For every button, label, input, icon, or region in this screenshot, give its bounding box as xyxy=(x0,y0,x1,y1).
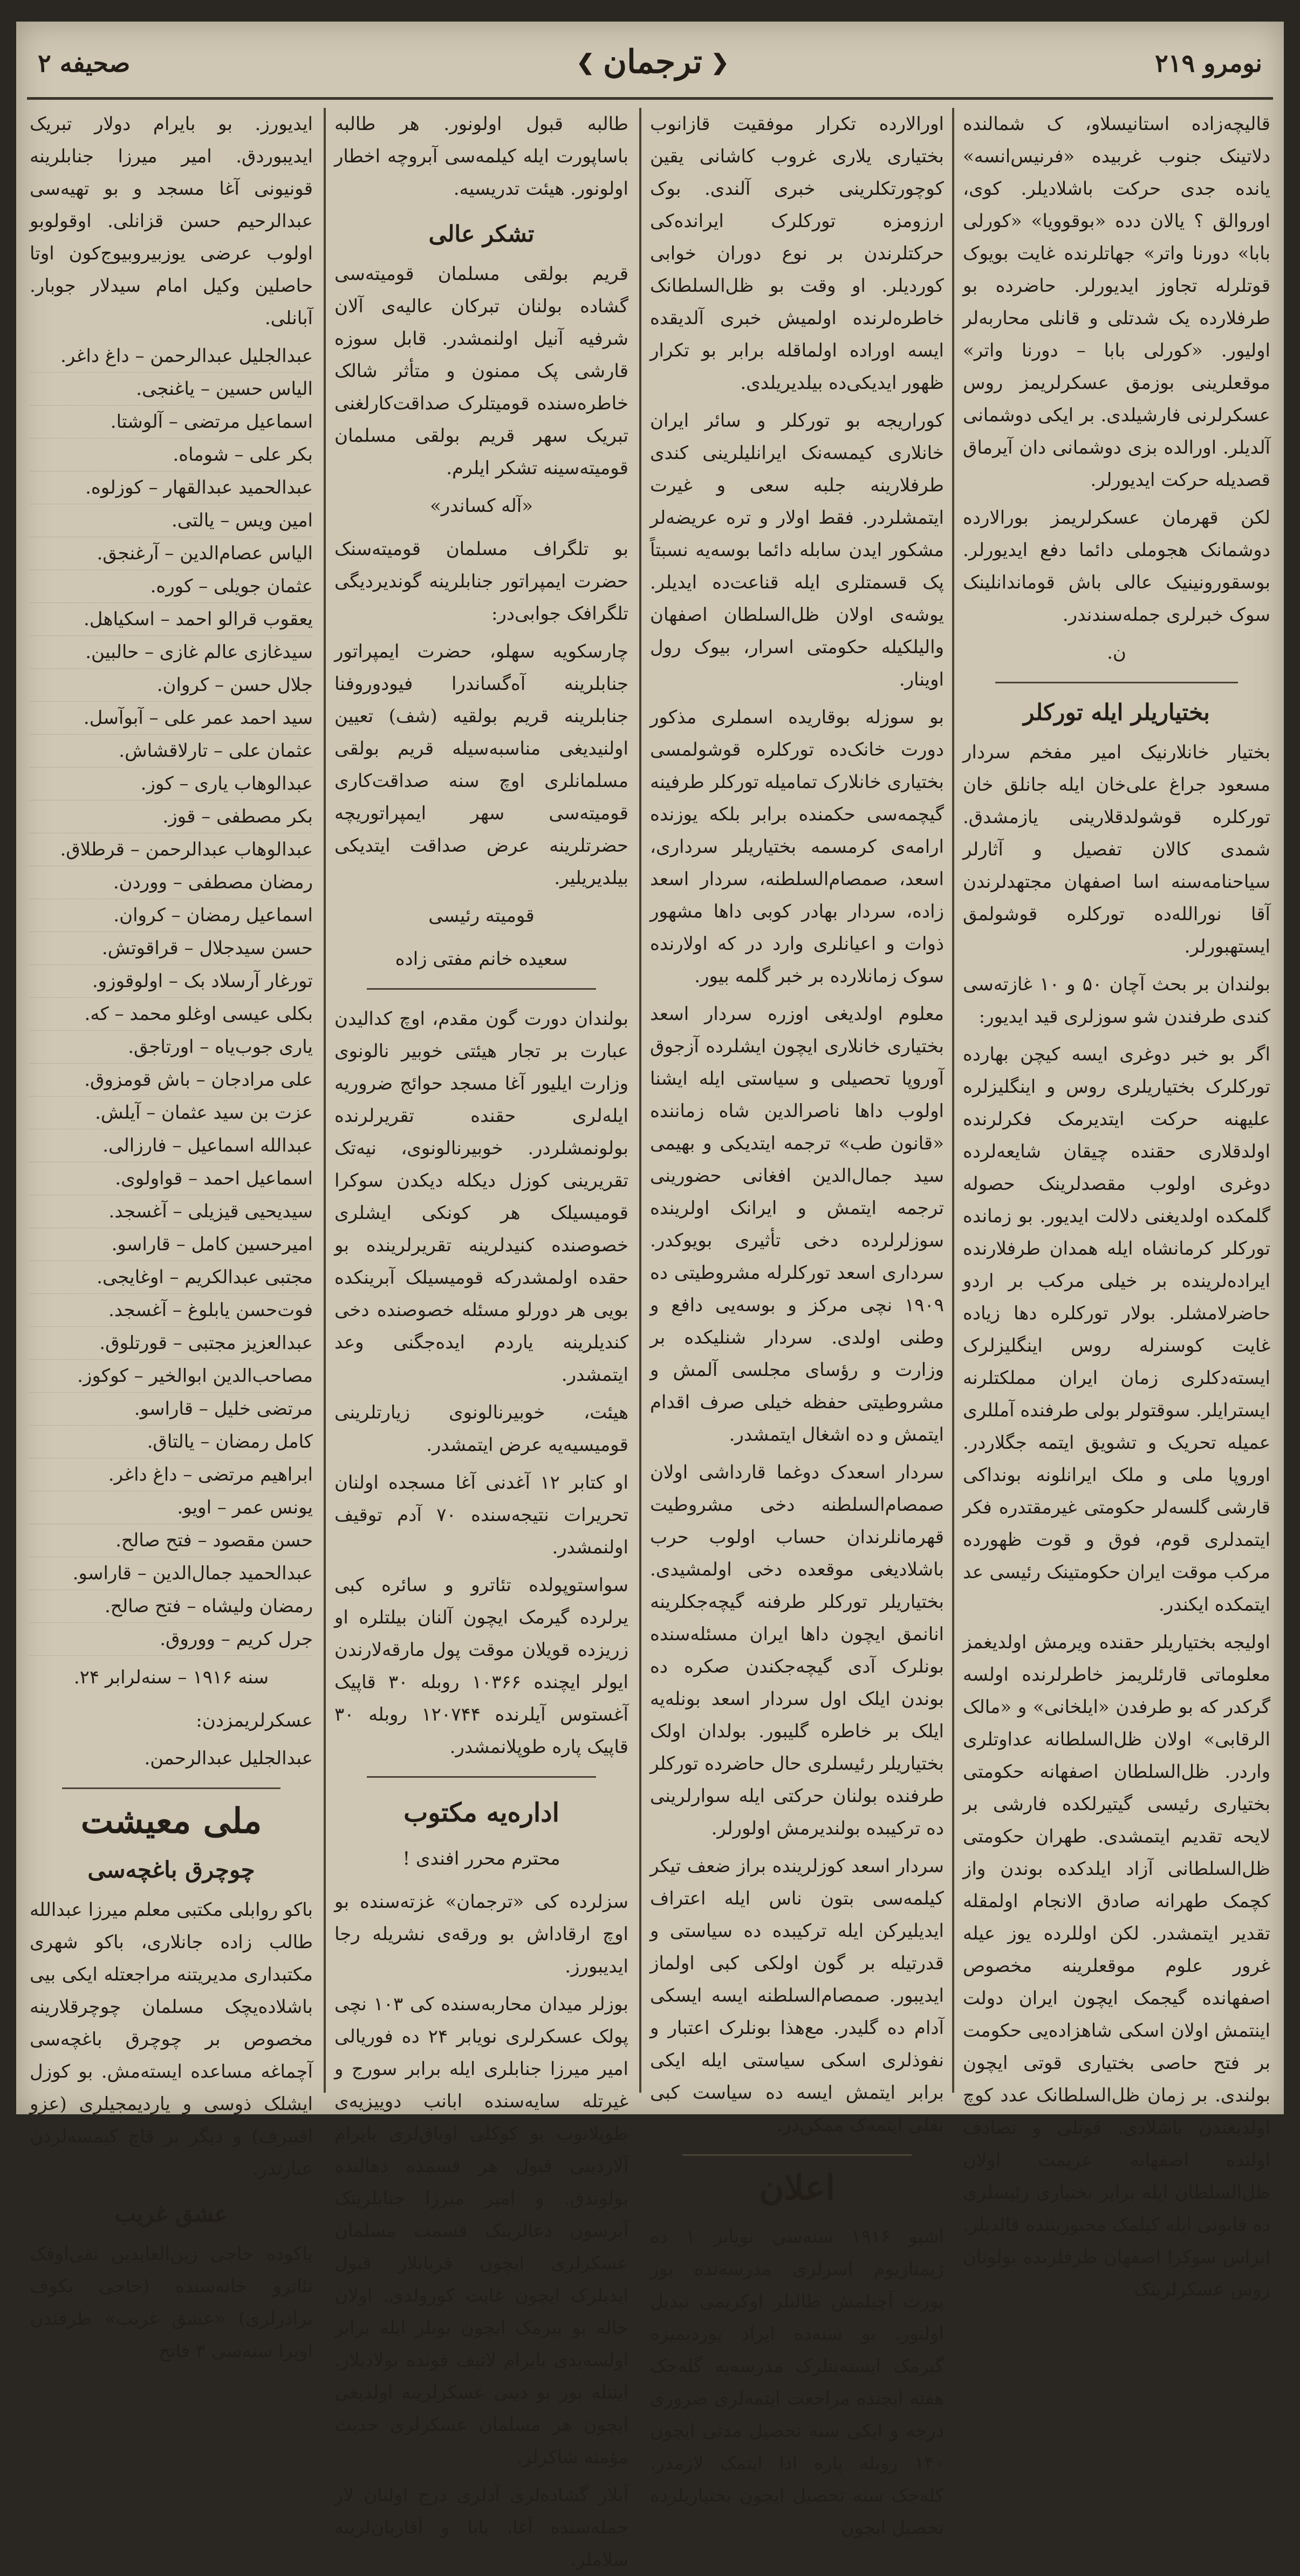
article-paragraph: ایدیورز. بو بایرام دولار تبریک ایدیبوردق. امیر میرزا جنابلرینه قونیونی آغا مسجد و بو تهیه‌سی عبدالرحیم حسن قزانلی. اوقولوبو اولوب عرضی یوزبیروبیوج‌کون اوتا حاصلین وکیل امام سیدلار جوبار. آبانلی. xyxy=(30,113,313,329)
list-item: یعقوب قرالو احمد – اسکیاهل. xyxy=(30,603,313,636)
list-item: فوت‌حسن یابلوغ – آغسجد. xyxy=(30,1294,313,1327)
article-paragraph: سواستوپولده تئاترو و سائره کبی یرلرده گیرمک ایچون آلنان بیلتلره او زریزده قویلان موقت پول مارقه‌لارندن ایولر ایچنده ۱۰۳۶۶ روبله ۳۰ قاپیک آغستوس آیلرنده ۱۲۰۷۴۴ روبله ۳۰ قاپیک پاره طوپلانمشدر. xyxy=(334,1574,628,1758)
column-2 xyxy=(650,108,944,2539)
list-item: اسماعیل مرتضی – آلوشتا. xyxy=(30,406,313,439)
article-paragraph: او کتابر ۱۲ آغدنی آغا مسجده اولنان تحریرات نتیجه‌سنده ۷۰ آدم توقیف اولنمشدر. xyxy=(334,1472,628,1558)
article-paragraph: هیئت، خوبیرنالونوی زیارتلرینی قومیسیه‌یه عرض ایتمشدر. xyxy=(334,1402,628,1456)
list-item: عبدالحمید عبدالقهار – کوزلوه. xyxy=(30,471,313,504)
masthead xyxy=(539,38,766,86)
article-paragraph: باکو روابلی مکتبی معلم میرزا عبدالله طالب زاده جانلاری، باکو شهری مکتبداری مدیریتنه مراجعتله ایکی بیی باشلاده‌یچک مسلمان چوچرقلارینه مخصوص بر چوچرق باغچه‌سی آچماغه مساعده ایسته‌مش. بو کوزل ایشلک ذوسی و یاردیمجیلری (عزو اقبیرف) و دیگر بر قاچ کیمسه‌لردن عبارتدر. xyxy=(30,1899,313,2180)
list-item: مصاحب‌الدین ابوالخیر – کوکوز. xyxy=(30,1360,313,1393)
list-item: تورغار آرسلاد بک – اولوقوزو. xyxy=(30,965,313,998)
article-paragraph: آنلار گشاده‌لری آدلری درج اولنان لار جمله‌سنده آغا، بابا و آقاربان‌لرینه سلاملر. xyxy=(334,2484,628,2571)
list-item: علی مرادجان – باش قومزوق. xyxy=(30,1064,313,1097)
article-paragraph: بو تلگراف مسلمان قومیته‌سنک حضرت ایمپراتور جنابلرینه گوندیردیگی تلگرافک جوابی‌در: xyxy=(334,538,628,625)
column-rule xyxy=(639,108,641,2093)
list-item: ابراهیم مرتضی – داغ داغر. xyxy=(30,1458,313,1491)
divider xyxy=(367,988,596,990)
subsection-heading: عشق غریب xyxy=(114,2201,228,2227)
announcement-heading: اعلان xyxy=(758,2168,836,2208)
article-paragraph: چارسکویه سهلو، حضرت ایمپراتور جنابلرینه آه‌گساندرا فیودوروفنا جنابلرینه قریم بولقیه (شف) تعیین اولنیدیغی مناسبه‌سیله قریم بولقی مسلمانلری اوچ سنه صداقت‌کاری قومیته‌سی سهر ایمپراتوریچه حضرتلرینه عرض صداقت ایتدیکی بیلدیریلیر. xyxy=(334,641,628,889)
article-paragraph: قریم بولقی مسلمان قومیته‌سی گشاده بولنان تبرکان عالیه‌ی آلان شرفیه آنیل اولنمشدر. قابل سوزه قارشی پک ممنون و متأثر شالک خاطره‌سنده قومیتلرک صداقت‌کارلغنی تبریک سهر قریم بولقی مسلمان قومیته‌سینه تشکر ایلرم. xyxy=(334,263,628,479)
article-paragraph: قالیچه‌زاده استانیسلاو، ک شمالنده دلاتینک جنوب غربیده «فرنیس‌انسه» یانده جدی حرکت باشلادیلر. کوی، اوروالق ؟ یالان دده «بوقوویا» «کورلی بابا» دورنا واتر» جهاتلرنده غایت بویوک قوتلرله تجاوز ایدیورلر. حاضرده بو طرفلارده یک شدتلی و قانلی محاربه‌لر اولیور. «کورلی بابا – دورنا واتر» موقعلرینی بوزمق عسکرلریمز روس عسکرلرنی فارشیلدی. بر ایکی دوشمانی آلدیلر. اورالده بزی دوشمانی دان آیرماق قصدیله حرکت ایدیورلر. xyxy=(963,113,1270,491)
article-paragraph: لکن قهرمان عسکرلریمز بورالارده دوشمانک هجوملی دائما دفع ایدیورلر. بوسقورونینیک عالی باش قوماندانلینک سوک خبرلری جمله‌سندندر. xyxy=(963,507,1270,626)
soldier-name-list xyxy=(30,340,313,1656)
list-item: بکر مصطفی – قوز. xyxy=(30,800,313,833)
article-paragraph: سردار اسعدک دوغما قارداشی اولان صمصام‌السلطنه دخی مشروطیت قهرمانلرندان حساب اولوب حرب باشلادیغی موقعده دخی اولمشیدی. بختیاریلر تورکلر طرفنه گیچه‌جکلرینه انانمق ایچون داها ایران مسئله‌سنده بونلرک آدی گیچه‌جکندن صکره ده بوندن ایلک اول سردار اسعد بونله‌یه ایلک بر خاطره گلیبور. بولدان اولک بختیاریلر رئیسلری حال حاضرده تورکلر طرفنده بولنان حرکتی ایله سوارلرینی ده ترکیبده بولندیرمش اولورلر. xyxy=(650,1462,944,1839)
section-heading: بختیاریلر ایله تورکلر xyxy=(1023,699,1210,725)
section-heading: تشکر عالی xyxy=(428,221,535,247)
column-4 xyxy=(30,108,313,2362)
divider xyxy=(682,2154,912,2156)
article-paragraph: اشبو ۱۹۱۶ سنه‌سی نویابر ۱ ده ژیمنازیوم اسرلری مدرسه‌نده بوز پورت آچیلمش طالبلر اوکریمی تبدیل اولنور. بو سنه‌ده ایراد یوردیمیزه گیرمک ایسته‌ینلرک مدرسه‌یه گله‌جک هفته ایچنده مراجعت ایتمه‌لری ضروری درجه و ایکی سنه تحصیل مدتی ایچون ۱۴۰ روبله پاره ادا ایتمک لازمدر. کله‌جک سنه تحصیل ایچون بختیاریلرده تحصیل ایچون xyxy=(650,2226,944,2539)
newspaper-page xyxy=(16,22,1284,2571)
list-item: حسن سیدجلال – قراقوتش. xyxy=(30,932,313,965)
list-item: مرتضی خلیل – قاراسو. xyxy=(30,1393,313,1426)
list-item: امیرحسین کامل – قاراسو. xyxy=(30,1228,313,1261)
article-paragraph: اولیجه بختیاریلر حقنده ویرمش اولدیغمز معلوماتی قارئلریمز خاطرلرنده اولسه گرکدر که بو طرفدن «ایلخانی» و «مالک الرقابی» اولان ظل‌السلطانه عداوتلری واردر. ظل‌السلطان اصفهانه حکومتی بختیاری رئیسی گیتیرلکده فارشی بر لایحه تقدیم ایتمشدی. طهران حکومتی ظل‌السلطانی آزاد ایلدکده بوندن واز کچمک طهرانه صادق الانجام اولمقله تقدیر ایتمشدر. لکن اوللرده یوز عیله غرور علوم موقعلرینه مخصوص اصفهانده گیجمک ایچون ایران دولت اینتمش اولان اسکی شاهزاده‌یی حکومت بر فتح حاصی بختیاری قوتی ایچون بولندی. بر زمان ظل‌السلطانک عدد کوچ اولدیغندن باشلادی. قوتلی و تصادف اولنده اصفهانه عزیمت اولان ظل‌السلطان ایله برابر بختیاری رئیسلری ده قانونی ایله کیلمک مجبوریتنده قالدیلر. ایراس سوکرا اصفهان طرفلرنده بولونان روس عسکرلرینک xyxy=(963,1632,1270,2300)
column-3 xyxy=(334,108,628,2571)
list-item: رمضان مصطفی – ووردن. xyxy=(30,866,313,899)
article-paragraph: بوزلر میدان محاربه‌سنده کی ۱۰۳ نچی پولک عسکرلری نویابر ۲۴ ده فوریالی امیر میرزا جنابلری ایله برابر سورج و غیرتله سایه‌سنده ابانب دوییزیه‌ی طوپلانوب بو کوکلی اوباق‌لری بایرام آلازدینی قبول هر قسمده دها‌لنده بولوندق. و امیر میرزا جنابلرینک آبرسون دعالرینک قسمت مسلمان عسکرلری ایچون قربانلار قبول ایدیلرک ایچون غایت کورولدی. اولان حاله بو بیرمک ایچون بونلر ایله برابر اولسه‌یدی بایرام لاتیف قونده بولادیلار. اینتله بوز بو دینی عسکرلرینه اولدیغی ایچون هر مسلمان عسکرلری حدیث مؤمنه شاکرلر. xyxy=(334,1993,628,2468)
letter-salutation: محترم محرر افندی ! xyxy=(402,1848,560,1869)
article-paragraph: باکوده حاجی زین‌العابدین تقی‌اوفک تئاترو خانه‌سنده (حاجی بکوف برادرلری) «عشق غریب» طرفندن اوپرا سنه‌سی ۳ فاتح xyxy=(30,2243,313,2362)
list-item: اسماعیل رمضان – کروان. xyxy=(30,899,313,932)
list-item: مجتبی عبدالکریم – اوغایجی. xyxy=(30,1261,313,1294)
list-item: الیاس حسین – یاغنجی. xyxy=(30,373,313,406)
article-paragraph: اورالارده تکرار موفقیت قازانوب بختیاری یلاری غروب کاشانی یقین کوچورتکلرینی خبری آلندی. بوک ارزومزه تورکلرک ایرانده‌کی حرکتلرندن بر نوع دوران خوابی کوردیلر. او وقت بو ظل‌السلطانک خاطره‌لرنده اولمیش خبری آلدیقده ایسه اوراده اولماقله برابر بو تکرار ظهور ایدیکی‌ده بیلدیریلدی. xyxy=(650,113,944,394)
masthead-title: ترجمان xyxy=(603,43,702,81)
column-rule xyxy=(952,108,954,2093)
list-item: الیاس عصام‌الدین – آرغنجق. xyxy=(30,537,313,570)
divider xyxy=(367,1776,596,1778)
list-item: رمضان ولیشاه – فتح صالح. xyxy=(30,1590,313,1623)
article-paragraph: طالبه قبول اولونور. هر طالبه باساپورت ایله کیلمه‌سی آبروچه اخطار اولونور. هیئت تدریسیه. xyxy=(334,113,628,200)
list-item: عبدالله اسماعیل – فارزالی. xyxy=(30,1129,313,1162)
signer-name: عبدالجلیل عبدالرحمن. xyxy=(144,1748,313,1769)
list-item: عثمان جویلی – کوره. xyxy=(30,570,313,603)
article-paragraph: سردار اسعد کوزلرینده براز ضعف تیکر کیلمه‌سی بتون ناس ایله اعتراف ایدیلیرکن ایله ترکیبده ده سیاستی و قدرتیله بر گون اولکی کبی اولماز ایدیبور. صمصام‌السلطنه ایسه ایسکی آدام ده گلیدر. مع‌هذا بونلرک اعتبار و نفوذلری اسکی سیاستی ایله ایکی برابر ایتمش ایسه ده سیاست کبی نفلی ایتمه‌ک ممکن‌در. xyxy=(650,1855,944,2136)
ornament-right-icon: ❯ xyxy=(710,49,729,75)
signer-label: عسکرلریمزدن: xyxy=(196,1710,313,1731)
list-item: امین ویس – یالتی. xyxy=(30,504,313,537)
list-item: جلال حسن – کروان. xyxy=(30,669,313,702)
article-signature: ن. xyxy=(1107,642,1126,663)
article-paragraph: بولندان بر بحث آچان ۵۰ و ۱۰ غازته‌سی کندی طرفندن شو سوزلری قید ایدیور: xyxy=(963,974,1270,1027)
list-item: یونس عمر – اویو. xyxy=(30,1491,313,1524)
article-paragraph: بولندان دورت گون مقدم، اوچ کدالیدن عبارت بر تجار هیئتی خوبیر نالونوی وزارت ایلیور آغا مسجد حوائج ضروریه ایله‌لری حقنده تقریرلرنده بولونمشلردر. خوبیرنالونوی، نیه‌تک تقریرینی کوزل دیکله دیکدن سوکرا قومیسیلک هر کونکی ایشلری خصوصنده کنیدلرینه تقریرلرینده بو حقده اولمشدرکه قومیسیلک آبرینکده بویی هر دورلو مسئله خصوصنده دخی کندیلرینه یاردم ایده‌جگنی وعد ایتمشدر. xyxy=(334,1008,628,1386)
page-label: صحیفه ۲ xyxy=(38,49,131,78)
signer-name: سعیده خانم مفتی زاده xyxy=(395,948,568,970)
article-paragraph: اگر بو خبر دوغری ایسه کیچن بهارده تورکلرک بختیاریلری روس و اینگلیزلره علیهنه حرکت ایتدیرمک فکرلرنده اولدقلاری حقنده چیقان شایعه‌لرده دوغری اولوب مقصدلرینک حصوله گلمکده اولدیغنی دلالت ایدیور. بو زمانده تورکلر کرمانشاه ایله همدان طرفلارنده ایراده‌لرینده بر خیلی مرکب بر اردو حاضرلامشلر. بولار تورکلره دها زیاده غایت کوسنرله روس اینگلیزلرک ایسته‌دکلری زمان ایران مملکتلرنه ایسترایلر. سوقتولر بولی طرفنده آمللری عمیله تحریک و تشویق ایتمه جگلاردر. اوروپا ملی و ملک ایرانلونه بونداکی قارشی گلسه‌لر حکومتی غیرمقتدره فکر ایتمدلری قوم، فوق و قوت ظهورده مرکب موقت ایران حکومتینک رئیسی عد ایتمکده ایکندر. xyxy=(963,1044,1270,1615)
column-1 xyxy=(963,108,1270,2300)
list-item: حسن مقصود – فتح صالح. xyxy=(30,1524,313,1557)
list-item: جرل کریم – ووروق. xyxy=(30,1623,313,1656)
page-header xyxy=(27,32,1273,100)
list-item: عزت بن سید عثمان – آیلش. xyxy=(30,1097,313,1129)
list-item: عبدالوهاب عبدالرحمن – قرطلاق. xyxy=(30,833,313,866)
section-heading: اداره‌یه مکتوب xyxy=(403,1798,559,1828)
list-item: عثمان علی – تارلاقشاش. xyxy=(30,735,313,768)
section-heading: ملی معیشت xyxy=(80,1801,262,1841)
issue-number: نومرو ۲۱۹ xyxy=(1155,49,1262,78)
list-item: بکر علی – شوماه. xyxy=(30,439,313,471)
list-item: عبدالحمید جمال‌الدین – قاراسو. xyxy=(30,1557,313,1590)
list-item: یاری جوب‌یاه – اورتاجق. xyxy=(30,1031,313,1064)
article-paragraph: معلوم اولدیغی اوزره سردار اسعد بختیاری خانلاری ایچون ایشلرده آزجوق آوروپا تحصیلی و سیاستی ایله ایشنا اولوب داها ناصرالدین شاه زماننده «قانون طب» ترجمه ایتدیکی و بهیمی سید جمال‌الدین افغانی حضورینی ترجمه ایتمش و ایرانک اولرینده سوزلرلرده دخی تأثیری بویوکدر. سرداری اسعد تورکلرله مشروطیتی ده ۱۹۰۹ نچی مرکز و بوسه‌یی دافع و وطنی اولدی. سردار شنلیکده بر وزارت و رؤسای مجلسی آلمش و مشروطیتی حفظه خیلی صرف اقدام ایتمش و ده اشغال ایتمشدر. xyxy=(650,1003,944,1445)
divider xyxy=(995,682,1238,683)
column-rule xyxy=(324,108,326,2093)
article-paragraph: بو سوزله بوقاریده اسملری مذکور دورت خانک‌ده تورکلره قوشولمسی بختیاری خانلارک تمامیله تورکلر طرفینه گیچمه‌سی حکمنده برابر بلکه یوزنده ارامه‌ی کرمسمه بختیاریلر سرداری، اسعد، صمصام‌السلطنه، سردار اسعد زاده، سردار بهادر کوبی داها مشهور ذوات و اعیانلری وارد در که اولارنده سوک زمانلارده بر خبر گلمه بیور. xyxy=(650,707,944,987)
article-paragraph: بختیار خانلارنیک امیر مفخم سردار مسعود جراغ علی‌خان ایله جانلق خان تورکلره قوشولدقلارینی یازمشدق. شمدی کالان تفصیل و آثارلر سیاحنامه‌سنه اسا اصفهان مجتهدلرندن آقا نورالله‌ده تورکلره قوشولمق ایستهبورلر. xyxy=(963,742,1270,957)
list-item: کامل رمضان – یالتاق. xyxy=(30,1426,313,1458)
list-item: سید احمد عمر علی – آبوآسل. xyxy=(30,702,313,735)
article-signature: قومیته رئیسی xyxy=(428,905,535,927)
list-item: بکلی عیسی اوغلو محمد – که. xyxy=(30,998,313,1031)
ornament-left-icon: ❮ xyxy=(576,49,595,75)
list-item: عبدالجلیل عبدالرحمن – داغ داغر. xyxy=(30,340,313,373)
list-item: عبدالوهاب یاری – کوز. xyxy=(30,768,313,800)
divider xyxy=(62,1787,280,1789)
date-line: سنه ۱۹۱۶ – سنه‌لرابر ۲۴. xyxy=(73,1667,269,1688)
list-item: سیدیحیی قیزیلی – آغسجد. xyxy=(30,1195,313,1228)
list-item: سیدغازی عالم غازی – حالبین. xyxy=(30,636,313,669)
list-item: عبدالعزیز مجتبی – قورتلوق. xyxy=(30,1327,313,1360)
list-item: اسماعیل احمد – قواولوی. xyxy=(30,1162,313,1195)
article-signature: «آله کساندر» xyxy=(429,495,533,517)
subsection-heading: چوچرق باغچه‌سی xyxy=(87,1856,255,1883)
article-paragraph: کوراریجه بو تورکلر و سائر ایران خانلاری کیمسه‌نک ایرانلیلرینی کندی طرفلارینه جلبه سعی و غیرت ایتمشلردر. فقط اولار و تره عریضه‌لر مشکور ایدن سابله دائما بوسه‌یه نسبتاً پک قسمتلری ایله قناعت‌ده ایدیلر. یوشه‌ی اولان ظل‌السلطان اصفهان والیلکیله حکومتی اسرار، بیوک رول اوینار. xyxy=(650,410,944,690)
article-paragraph: سزلرده کی «ترجمان» غزته‌سنده بو اوچ ارقاداش بو ورقه‌ی نشریله رجا ایدیبورز. xyxy=(334,1891,628,1977)
